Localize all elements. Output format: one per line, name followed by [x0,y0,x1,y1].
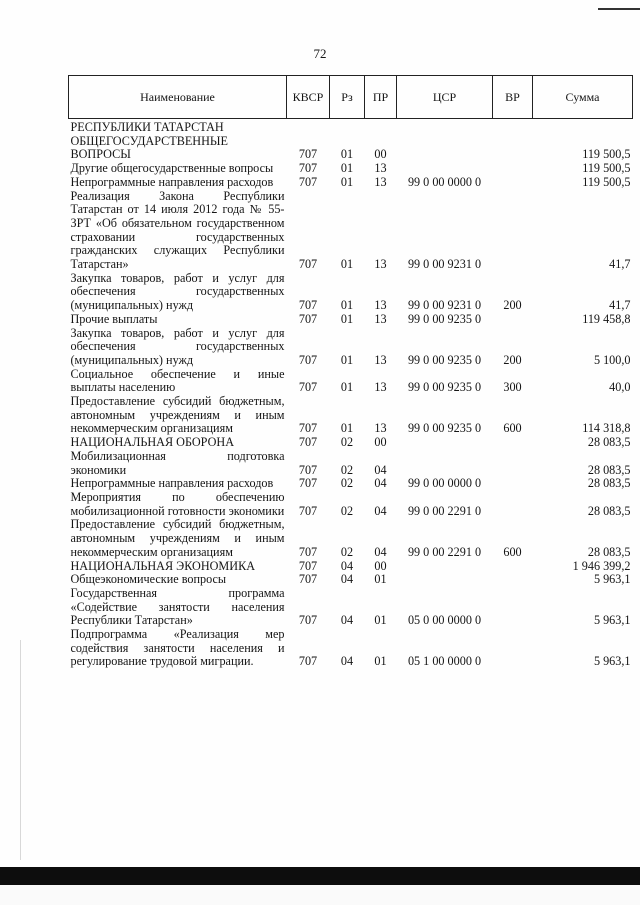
table-row [69,176,633,190]
cell-name: Социальное обеспечение и иные выплаты населению [70,366,285,395]
cell-vr: 600 [503,544,522,559]
cell-rz: 01 [340,174,354,189]
cell-name: Мобилизационная подготовка экономики [70,448,285,477]
cell-kvsr: 707 [298,503,318,518]
table-row [69,272,633,313]
cell-kvsr [287,119,330,135]
cell-sum: 28 083,5 [587,462,631,477]
cell-vr: 600 [503,421,522,436]
cell-sum: 5 963,1 [593,613,631,628]
cell-kvsr: 707 [298,257,318,272]
cell-name: РЕСПУБЛИКИ ТАТАРСТАН [70,120,224,134]
cell-csr [397,560,493,574]
cell-csr: 99 0 00 9235 0 [407,380,482,395]
table-row [69,477,633,491]
cell-kvsr: 707 [298,352,318,367]
cell-sum: 119 500,5 [582,174,631,189]
cell-rz: 01 [340,352,354,367]
cell-sum: 41,7 [609,257,631,272]
cell-sum: 119 500,5 [582,147,631,162]
cell-vr [493,491,533,518]
cell-name: Закупка товаров, работ и услуг для обеспечения государственных (муниципальных) нужд [70,325,285,367]
header-name: Наименование [69,76,287,119]
cell-pr: 00 [374,147,387,162]
scan-edge-mark [598,8,640,10]
cell-kvsr: 707 [298,654,318,669]
cell-name: Непрограммные направления расходов [70,476,274,491]
cell-sum: 114 318,8 [582,421,631,436]
header-sum: Сумма [533,76,633,119]
table-header-row [69,76,633,119]
budget-table [68,75,633,669]
cell-name: Общеэкономические вопросы [70,572,227,587]
cell-rz: 01 [340,421,354,436]
cell-rz: 01 [340,311,354,326]
table-body [69,119,633,670]
cell-csr: 99 0 00 2291 0 [407,503,482,518]
cell-csr: 99 0 00 9235 0 [407,311,482,326]
cell-vr [493,450,533,477]
cell-csr: 99 0 00 9235 0 [407,421,482,436]
cell-rz: 04 [340,613,354,628]
cell-rz: 04 [340,558,354,573]
cell-vr [493,587,533,628]
scan-bottom-strip [0,885,640,905]
table-row [69,190,633,272]
cell-rz: 01 [340,257,354,272]
cell-name: НАЦИОНАЛЬНАЯ ОБОРОНА [70,435,235,450]
cell-vr [493,119,533,135]
cell-kvsr: 707 [298,298,318,313]
cell-kvsr: 707 [298,380,318,395]
cell-sum: 5 963,1 [593,572,631,587]
table-row [69,450,633,477]
cell-csr: 99 0 00 9235 0 [407,352,482,367]
cell-rz: 02 [340,462,354,477]
cell-csr: 99 0 00 0000 0 [407,476,482,491]
cell-pr: 13 [374,298,387,313]
cell-kvsr: 707 [298,462,318,477]
cell-name: Подпрограмма «Реализация мер содействия занятости населения и регулирование трудовой миграции. [70,627,285,669]
cell-name: ОБЩЕГОСУДАРСТВЕННЫЕ ВОПРОСЫ [70,133,228,162]
cell-kvsr: 707 [298,544,318,559]
table-row [69,368,633,395]
cell-csr [397,135,493,162]
cell-pr: 04 [374,476,387,491]
cell-pr: 04 [374,503,387,518]
cell-sum: 40,0 [609,380,631,395]
cell-rz: 02 [340,476,354,491]
cell-name: Мероприятия по обеспечению мобилизационной готовности экономики [70,489,285,518]
page-number: 72 [313,46,327,61]
cell-vr [493,477,533,491]
cell-name: Другие общегосударственные вопросы [70,161,274,176]
cell-csr [397,436,493,450]
cell-sum: 28 083,5 [587,544,631,559]
cell-pr: 00 [374,558,387,573]
cell-kvsr: 707 [298,613,318,628]
cell-vr: 200 [503,298,522,313]
table-row [69,518,633,559]
cell-name: НАЦИОНАЛЬНАЯ ЭКОНОМИКА [70,558,255,573]
cell-pr: 04 [374,462,387,477]
cell-csr: 99 0 00 9231 0 [407,257,482,272]
cell-pr: 13 [374,352,387,367]
cell-pr: 00 [374,435,387,450]
cell-rz: 02 [340,503,354,518]
cell-csr: 99 0 00 2291 0 [407,544,482,559]
cell-rz: 04 [340,654,354,669]
cell-pr: 01 [374,572,387,587]
header-pr: ПР [365,76,397,119]
scan-margin-line [20,640,21,860]
table-row [69,327,633,368]
cell-vr [493,628,533,669]
cell-pr: 01 [374,613,387,628]
cell-name: Предоставление субсидий бюджетным, автономным учреждениям и иным некоммерческим организациям [70,394,285,436]
cell-vr [493,162,533,176]
cell-rz: 01 [340,380,354,395]
table-row [69,395,633,436]
cell-kvsr: 707 [298,476,318,491]
cell-pr: 04 [374,544,387,559]
table-row [69,313,633,327]
cell-vr [493,313,533,327]
cell-csr: 99 0 00 0000 0 [407,174,482,189]
cell-pr [365,119,397,135]
table-row [69,135,633,162]
cell-rz: 04 [340,572,354,587]
cell-sum: 1 946 399,2 [572,558,631,573]
table-row [69,587,633,628]
table-row [69,162,633,176]
table-row [69,491,633,518]
cell-sum: 119 458,8 [582,311,631,326]
cell-kvsr: 707 [298,147,318,162]
cell-csr [397,450,493,477]
cell-sum: 5 963,1 [593,654,631,669]
cell-kvsr: 707 [298,421,318,436]
cell-kvsr: 707 [298,174,318,189]
cell-rz: 02 [340,544,354,559]
cell-pr: 13 [374,174,387,189]
cell-pr: 13 [374,257,387,272]
cell-kvsr: 707 [298,558,318,573]
cell-name: Прочие выплаты [70,311,158,326]
header-kvsr: КВСР [287,76,330,119]
cell-csr [397,162,493,176]
cell-name: Реализация Закона Республики Татарстан от 14 июля 2012 года № 55-ЗРТ «Об обязательном государственном страховании государственных гражданских служащих Республики Татарстан» [70,188,285,272]
cell-vr [493,436,533,450]
table-row [69,436,633,450]
cell-vr [493,573,533,587]
cell-vr: 200 [503,352,522,367]
cell-pr: 13 [374,380,387,395]
table-row [69,560,633,574]
cell-rz: 02 [340,435,354,450]
cell-kvsr: 707 [298,161,318,176]
cell-name: Государственная программа «Содействие занятости населения Республики Татарстан» [70,585,285,628]
cell-sum: 28 083,5 [587,476,631,491]
cell-sum [533,119,633,135]
cell-rz: 01 [340,161,354,176]
cell-pr: 01 [374,654,387,669]
header-rz: Рз [330,76,365,119]
cell-sum: 5 100,0 [593,352,631,367]
cell-rz: 01 [340,147,354,162]
header-vr: ВР [493,76,533,119]
cell-csr [397,573,493,587]
scan-bottom-border [0,867,640,885]
cell-vr [493,190,533,272]
cell-sum: 28 083,5 [587,503,631,518]
cell-rz [330,119,365,135]
cell-pr: 13 [374,421,387,436]
cell-vr [493,176,533,190]
cell-rz: 01 [340,298,354,313]
cell-name: Закупка товаров, работ и услуг для обеспечения государственных (муниципальных) нужд [70,270,285,313]
cell-name: Предоставление субсидий бюджетным, автономным учреждениям и иным некоммерческим организациям [70,517,285,559]
cell-csr: 99 0 00 9231 0 [407,298,482,313]
table-row [69,119,633,135]
cell-csr: 05 0 00 0000 0 [407,613,482,628]
table-row [69,573,633,587]
cell-pr: 13 [374,311,387,326]
cell-csr: 05 1 00 0000 0 [407,654,482,669]
cell-kvsr: 707 [298,572,318,587]
cell-vr [493,135,533,162]
table-row [69,628,633,669]
cell-kvsr: 707 [298,435,318,450]
cell-pr: 13 [374,161,387,176]
header-csr: ЦСР [397,76,493,119]
cell-kvsr: 707 [298,311,318,326]
cell-sum: 41,7 [609,298,631,313]
cell-name: Непрограммные направления расходов [70,174,274,189]
cell-csr [397,119,493,135]
cell-sum: 28 083,5 [587,435,631,450]
cell-vr [493,560,533,574]
cell-sum: 119 500,5 [582,161,631,176]
cell-vr: 300 [503,380,522,395]
